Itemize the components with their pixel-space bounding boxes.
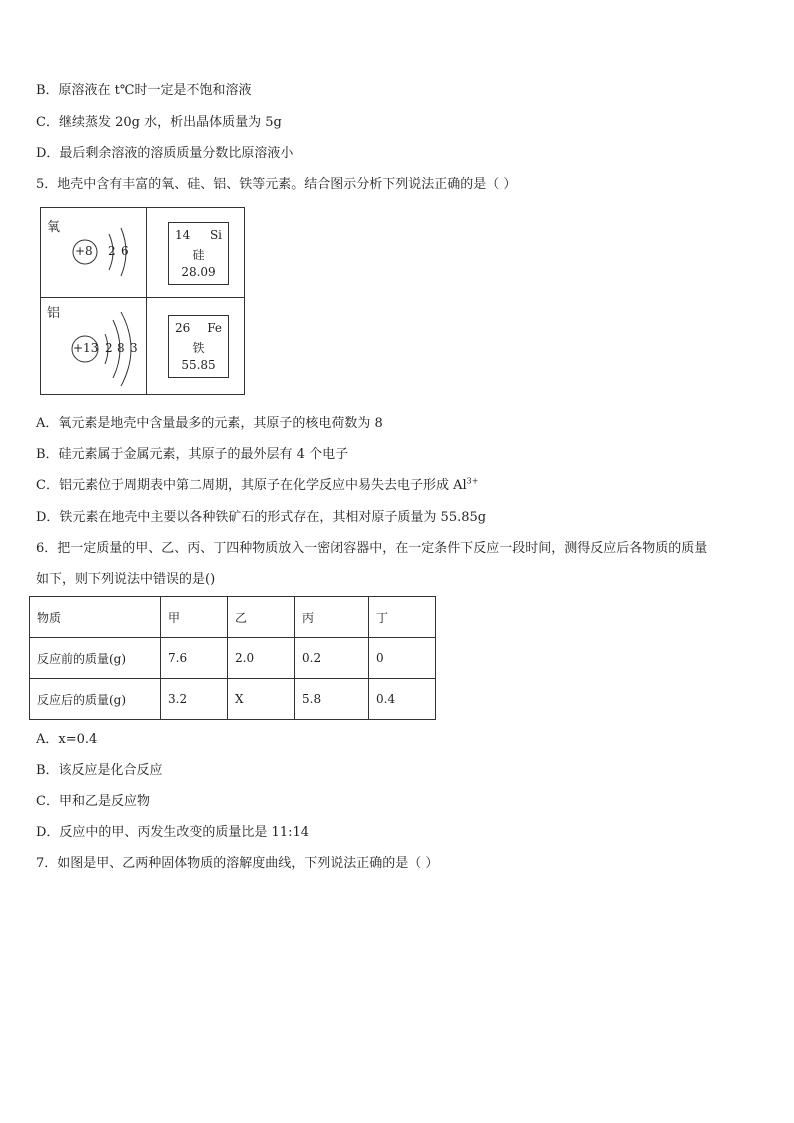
oxygen-shell-1: 2 [108, 244, 116, 258]
iron-symbol: Fe [207, 321, 222, 335]
table-cell: 7.6 [161, 638, 228, 679]
silicon-name: 硅 [192, 248, 205, 262]
iron-name: 铁 [192, 341, 205, 355]
silicon-mass: 28.09 [181, 265, 216, 279]
q6-stem-line2: 如下，则下列说法中错误的是() [36, 572, 216, 587]
table-cell: 2.0 [228, 638, 295, 679]
silicon-element-card [168, 222, 229, 285]
q7-stem: 7．如图是甲、乙两种固体物质的溶解度曲线，下列说法正确的是（ ） [36, 856, 439, 871]
q6-option-a: A．x=0.4 [36, 732, 98, 747]
table-cell: 反应前的质量(g) [30, 638, 161, 679]
table-cell: 0 [369, 638, 436, 679]
iron-atomic-number: 26 [175, 321, 191, 335]
q4-option-b: B．原溶液在 t℃时一定是不饱和溶液 [36, 83, 252, 98]
table-header-row [30, 597, 436, 638]
aluminum-label: 铝 [47, 306, 61, 321]
aluminum-shell-1: 2 [105, 341, 113, 355]
q5-option-d: D．铁元素在地壳中主要以各种铁矿石的形式存在，其相对原子质量为 55.85g [36, 510, 487, 525]
q5-cell-oxygen [41, 208, 147, 298]
q5-option-c [36, 477, 478, 495]
table-cell: 反应后的质量(g) [30, 679, 161, 720]
q4-option-d: D．最后剩余溶液的溶质质量分数比原溶液小 [36, 146, 294, 161]
q5-cell-silicon [147, 208, 244, 298]
table-header-cell: 丙 [295, 597, 369, 638]
q5-figure [40, 207, 245, 395]
oxygen-shell-2: 6 [121, 244, 129, 258]
table-cell: 0.4 [369, 679, 436, 720]
table-cell: 3.2 [161, 679, 228, 720]
q5-cell-iron [147, 298, 244, 394]
table-header-cell: 丁 [369, 597, 436, 638]
q6-mass-table [29, 596, 436, 720]
q5-option-b: B．硅元素属于金属元素，其原子的最外层有 4 个电子 [36, 447, 349, 462]
oxygen-nucleus-charge: +8 [75, 244, 93, 258]
q5-option-c-superscript: 3+ [466, 476, 479, 486]
q6-option-b: B．该反应是化合反应 [36, 763, 163, 778]
iron-mass: 55.85 [181, 358, 216, 372]
table-row [30, 638, 436, 679]
q5-cell-aluminum [41, 298, 147, 394]
table-cell: X [228, 679, 295, 720]
aluminum-nucleus-charge: +13 [73, 341, 99, 355]
table-row [30, 679, 436, 720]
silicon-atomic-number: 14 [175, 228, 191, 242]
aluminum-shell-3: 3 [130, 341, 138, 355]
q6-option-c: C．甲和乙是反应物 [36, 794, 150, 809]
aluminum-shell-2: 8 [117, 341, 125, 355]
oxygen-atom-diagram [41, 208, 145, 296]
q6-option-d: D．反应中的甲、丙发生改变的质量比是 11:14 [36, 825, 310, 840]
table-header-cell: 乙 [228, 597, 295, 638]
silicon-symbol: Si [209, 228, 222, 242]
q5-option-c-text: C．铝元素位于周期表中第二周期，其原子在化学反应中易失去电子形成 Al [36, 478, 467, 493]
table-cell: 5.8 [295, 679, 369, 720]
iron-element-card [168, 315, 229, 378]
table-header-cell: 甲 [161, 597, 228, 638]
q5-stem: 5．地壳中含有丰富的氧、硅、铝、铁等元素。结合图示分析下列说法正确的是（ ） [36, 177, 517, 192]
oxygen-label: 氧 [47, 220, 61, 235]
table-cell: 0.2 [295, 638, 369, 679]
q5-option-a: A．氧元素是地壳中含量最多的元素，其原子的核电荷数为 8 [36, 416, 383, 431]
q6-stem-line1: 6．把一定质量的甲、乙、丙、丁四种物质放入一密闭容器中，在一定条件下反应一段时间，测得反应后各物质的质量 [36, 541, 708, 556]
q4-option-c: C．继续蒸发 20g 水，析出晶体质量为 5g [36, 115, 282, 130]
table-header-cell: 物质 [30, 597, 161, 638]
